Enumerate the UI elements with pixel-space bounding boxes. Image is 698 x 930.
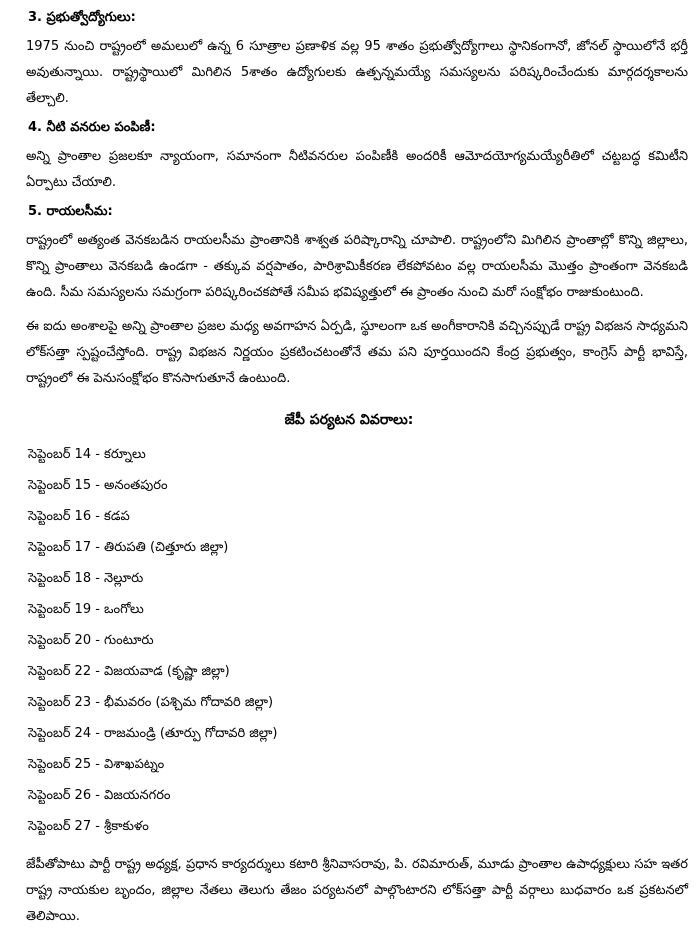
tour-item: సెప్టెంబర్ 19 - ఒంగోలు	[28, 602, 144, 617]
tour-item: సెప్టెంబర్ 23 - భీమవరం (పశ్చిమ గోదావరి జిల్లా)	[28, 695, 274, 710]
tour-item: సెప్టెంబర్ 14 - కర్నూలు	[28, 447, 146, 462]
tour-item: సెప్టెంబర్ 26 - విజయనగరం	[28, 788, 171, 803]
paragraph-conclusion: ఈ ఐదు అంశాలపై అన్ని ప్రాంతాల ప్రజల మధ్య అవగాహన ఏర్పడి, స్థూలంగా ఒక అంగీకారానికి వచ్చినప్పుడే రాష్ట్ర విభజన సాధ్యమని లోక్‌సత్తా స్పష్టంచేస్తోంది. రాష్ట్ర విభజన నిర్ణయం ప్రకటించటంతోనే తమ పని పూర్తయిందని కేంద్ర ప్రభుత్వం, కాంగ్రెస్ పార్టీ భావిస్తే, రాష్ట్రంలో ఈ పెనుసంక్షోభం కొనసాగుతూనే ఉంటుంది.	[26, 319, 688, 386]
paragraph-employees: 1975 నుంచి రాష్ట్రంలో అమలులో ఉన్న 6 సూత్రాల ప్రణాళిక వల్ల 95 శాతం ప్రభుత్వోద్యోగాలు స్థానికంగానో, జోనల్ స్థాయిలోనే భర్తీ అవుతున్నాయి. రాష్ట్రస్థాయిలో మిగిలిన 5శాతం ఉద్యోగులకు ఉత్పన్నమయ్యే సమస్యలను పరిష్కరించేందుకు మార్గదర్శకాలను తేల్చాలి.	[26, 39, 688, 106]
tour-item: సెప్టెంబర్ 18 - నెల్లూరు	[28, 571, 144, 586]
paragraph-water: అన్ని ప్రాంతాల ప్రజలకూ న్యాయంగా, సమానంగా నీటివనరుల పంపిణీకి అందరికీ ఆమోదయోగ్యమయ్యేరీతిలో చట్టబద్ధ కమిటీని ఏర్పాటు చేయాలి.	[26, 149, 688, 190]
tour-item: సెప్టెంబర్ 16 - కడప	[28, 509, 130, 524]
section-heading-water: 4. నీటి వనరుల పంపిణీ:	[28, 120, 156, 135]
tour-item: సెప్టెంబర్ 15 - అనంతపురం	[28, 478, 168, 493]
paragraph-rayalaseema: రాష్ట్రంలో అత్యంత వెనకబడిన రాయలసీమ ప్రాంతానికి శాశ్వత పరిష్కారాన్ని చూపాలి. రాష్ట్రంలోని మిగిలిన ప్రాంతాల్లో కొన్ని జిల్లాలు, కొన్ని ప్రాంతాలు వెనకబడి ఉండగా - తక్కువ వర్షపాతం, పారిశ్రామికీకరణ లేకపోవటం వల్ల రాయలసీమ మొత్తం ప్రాంతంగా వెనకబడి ఉంది. సీమ సమస్యలను సమగ్రంగా పరిష్కరించకపోతే సమీప భవిష్యత్తులో ఈ ప్రాంతం నుంచి మరో సంక్షోభం రాజుకుంటుంది.	[26, 233, 688, 300]
tour-heading: జేపీ పర్యటన వివరాలు:	[284, 412, 414, 428]
tour-item: సెప్టెంబర్ 24 - రాజమండ్రి (తూర్పు గోదావరి జిల్లా)	[28, 726, 278, 741]
section-heading-rayalaseema: 5. రాయలసీమ:	[28, 204, 113, 219]
section-heading-employees: 3. ప్రభుత్వోద్యోగులు:	[28, 10, 136, 25]
tour-item: సెప్టెంబర్ 27 - శ్రీకాకుళం	[28, 819, 149, 834]
footer-paragraph: జేపీతోపాటు పార్టీ రాష్ట్ర అధ్యక్ష, ప్రధాన కార్యదర్శులు కటారి శ్రీనివాసరావు, పి. రవిమారుత్, మూడు ప్రాంతాల ఉపాధ్యక్షులు సహ ఇతర రాష్ట్ర నాయకుల బృందం, జిల్లాల నేతలు తెలుగు తేజం పర్యటనలో పాల్గొంటారని లోక్‌సత్తా పార్టీ వర్గాలు బుధవారం ఒక ప్రకటనలో తెలిపాయి.	[26, 857, 688, 924]
tour-item: సెప్టెంబర్ 22 - విజయవాడ (కృష్ణా జిల్లా)	[28, 664, 230, 679]
tour-schedule-list	[28, 439, 688, 842]
tour-item: సెప్టెంబర్ 17 - తిరుపతి (చిత్తూరు జిల్లా)	[28, 540, 229, 555]
tour-item: సెప్టెంబర్ 20 - గుంటూరు	[28, 633, 154, 648]
tour-item: సెప్టెంబర్ 25 - విశాఖపట్నం	[28, 757, 165, 772]
